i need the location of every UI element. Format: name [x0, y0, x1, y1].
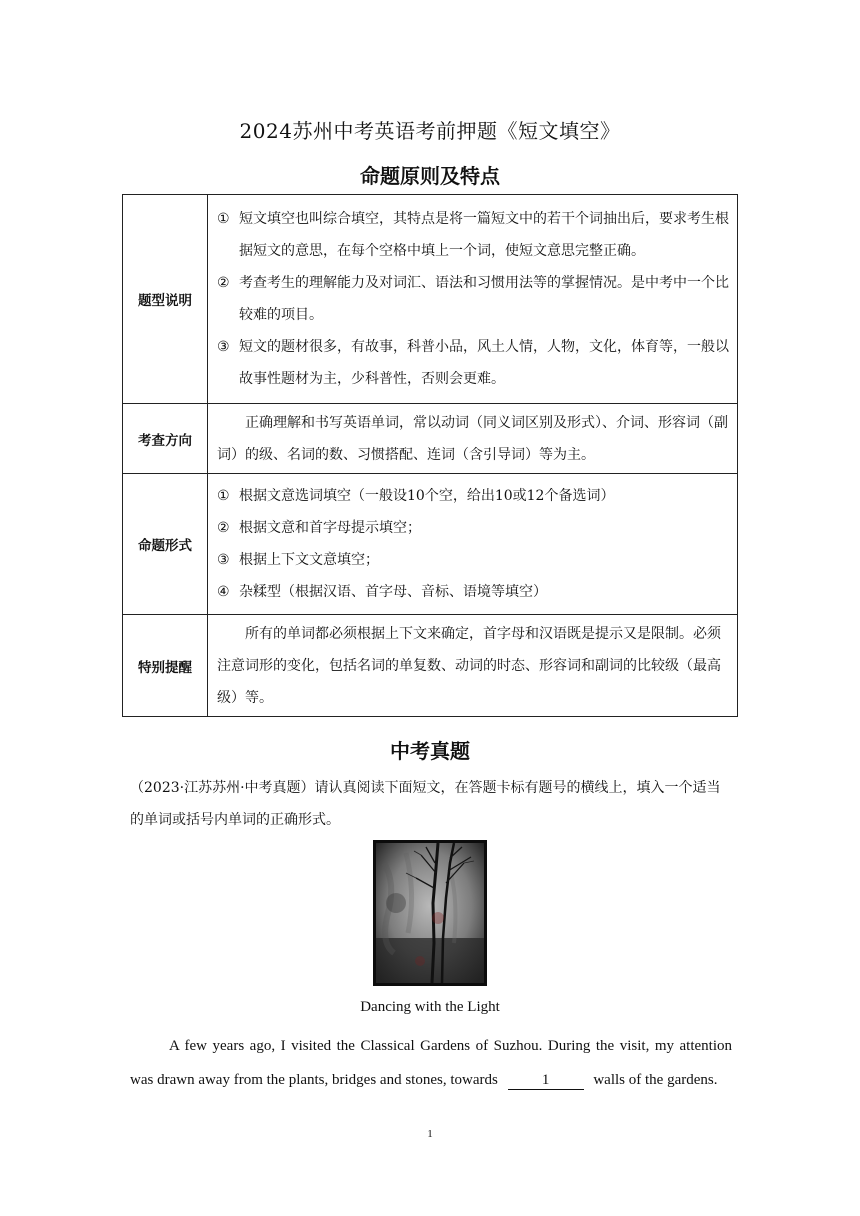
- section-heading-exam: 中考真题: [390, 739, 470, 763]
- item-number: ①: [217, 211, 230, 227]
- list-item: [217, 544, 729, 576]
- passage-paragraph: [130, 1029, 732, 1097]
- row-label: 考查方向: [123, 404, 208, 474]
- list-item: [217, 512, 729, 544]
- item-number: ②: [217, 275, 230, 291]
- item-text: 短文填空也叫综合填空，其特点是将一篇短文中的若干个词抽出后，要求考生根据短文的意思，在每个空格中填上一个词，使短文意思完整正确。: [239, 211, 729, 259]
- item-number: ③: [217, 552, 230, 568]
- answer-blank-1[interactable]: 1: [508, 1071, 584, 1090]
- row-content: [208, 474, 738, 615]
- list-item: [217, 203, 729, 267]
- table-row: [123, 195, 738, 404]
- list-item: [217, 331, 729, 395]
- row-paragraph: 所有的单词都必须根据上下文来确定，首字母和汉语既是提示又是限制。必须注意词形的变化，包括名词的单复数、动词的时态、形容词和副词的比较级（最高级）等。: [217, 625, 721, 706]
- item-number: ④: [217, 584, 230, 600]
- section-heading-principles: 命题原则及特点: [360, 164, 500, 188]
- item-text: 杂糅型（根据汉语、首字母、音标、语境等填空）: [239, 584, 547, 600]
- list-item: [217, 267, 729, 331]
- table-row: [123, 615, 738, 717]
- item-text: 短文的题材很多，有故事，科普小品，风土人情，人物，文化，体育等，一般以故事性题材为主，少科普性，否则会更难。: [239, 339, 729, 387]
- row-label: 特别提醒: [123, 615, 208, 717]
- features-table: [122, 194, 738, 717]
- row-content: [208, 195, 738, 404]
- page-title: 2024苏州中考英语考前押题《短文填空》: [239, 119, 621, 143]
- list-item: [217, 576, 729, 608]
- table-row: [123, 404, 738, 474]
- item-text: 根据文意选词填空（一般设10个空，给出10或12个备选词）: [239, 488, 615, 504]
- item-text: 考查考生的理解能力及对词汇、语法和习惯用法等的掌握情况。是中考中一个比较难的项目。: [239, 275, 729, 323]
- row-content: [208, 404, 738, 474]
- garden-wall-photo: [373, 840, 487, 986]
- item-number: ②: [217, 520, 230, 536]
- item-text: 根据文意和首字母提示填空；: [239, 520, 421, 536]
- image-caption: Dancing with the Light: [360, 999, 500, 1015]
- row-label: 命题形式: [123, 474, 208, 615]
- passage-text: A few years ago, I visited the Classical Gardens of Suzhou. During the visit, my attention was drawn away from the plants, bridges and stones, towards: [130, 1038, 732, 1088]
- item-number: ③: [217, 339, 230, 355]
- table-row: [123, 474, 738, 615]
- item-text: 根据上下文文意填空；: [239, 552, 379, 568]
- page-number: 1: [427, 1128, 433, 1140]
- exam-intro: （2023·江苏苏州·中考真题）请认真阅读下面短文，在答题卡标有题号的横线上，填入一个适当的单词或括号内单词的正确形式。: [130, 780, 721, 828]
- row-label: 题型说明: [123, 195, 208, 404]
- list-item: [217, 480, 729, 512]
- row-content: [208, 615, 738, 717]
- row-paragraph: 正确理解和书写英语单词，常以动词（同义词区别及形式）、介词、形容词（副词）的级、名词的数、习惯搭配、连词（含引导词）等为主。: [217, 414, 728, 463]
- tree-shadow-image: [376, 843, 484, 983]
- item-number: ①: [217, 488, 230, 504]
- passage-text-continued: walls of the gardens.: [593, 1072, 718, 1088]
